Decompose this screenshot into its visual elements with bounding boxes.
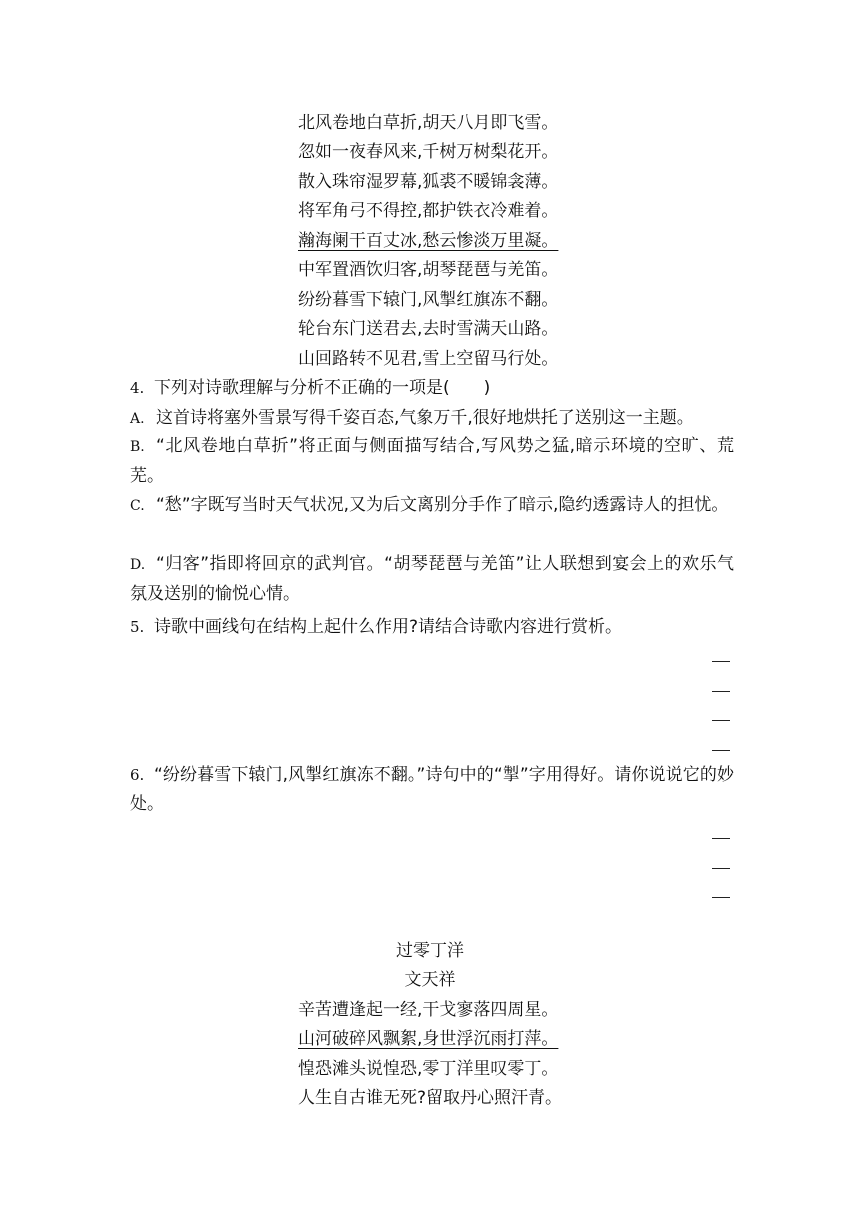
answer-line[interactable]	[712, 868, 730, 869]
poem-2-line: 惶恐滩头说惶恐,零丁洋里叹零丁。	[298, 1059, 559, 1079]
option-text: “归客”指即将回京的武判官。“胡琴琵琶与羌笛”让人联想到宴会上的欢乐气氛及送别的愉悦心情。	[130, 554, 734, 604]
answer-line[interactable]	[712, 720, 730, 721]
option-label: C.	[130, 498, 145, 514]
option-text: “愁”字既写当时天气状况,又为后文离别分手作了暗示,隐约透露诗人的担忧。	[156, 495, 729, 515]
option-d	[130, 550, 734, 609]
question-number: 4.	[130, 379, 145, 397]
answer-line[interactable]	[712, 897, 730, 898]
option-text: “北风卷地白草折”将正面与侧面描写结合,写风势之猛,暗示环境的空旷、荒芜。	[130, 436, 734, 486]
answer-line[interactable]	[712, 838, 730, 839]
question-number: 6.	[130, 766, 145, 784]
poem-1-underlined-line: 瀚海阑干百丈冰,愁云惨淡万里凝。	[298, 231, 559, 251]
answer-line[interactable]	[712, 750, 730, 751]
option-label: A.	[130, 411, 145, 427]
question-text: 下列对诗歌理解与分析不正确的一项是( )	[154, 378, 491, 398]
poem-1-line: 北风卷地白草折,胡天八月即飞雪。	[298, 113, 559, 133]
question-5	[130, 616, 622, 638]
question-text: 诗歌中画线句在结构上起什么作用?请结合诗歌内容进行赏析。	[154, 617, 623, 637]
poem-1-line: 纷纷暮雪下辕门,风掣红旗冻不翻。	[298, 290, 559, 310]
question-text: “纷纷暮雪下辕门,风掣红旗冻不翻。”诗句中的“掣”字用得好。请你说说它的妙处。	[130, 765, 734, 814]
option-c	[130, 491, 734, 521]
poem-1-line: 散入珠帘湿罗幕,狐裘不暖锦衾薄。	[298, 172, 559, 192]
poem-1-line: 轮台东门送君去,去时雪满天山路。	[298, 319, 559, 339]
option-label: B.	[130, 439, 145, 455]
poem-1-line: 将军角弓不得控,都护铁衣冷难着。	[298, 201, 559, 221]
answer-line[interactable]	[712, 661, 730, 662]
question-4	[130, 377, 490, 399]
poem-2-line: 辛苦遭逢起一经,干戈寥落四周星。	[298, 1000, 559, 1020]
option-b	[130, 432, 734, 491]
poem-2-underlined-line: 山河破碎风飘絮,身世浮沉雨打萍。	[298, 1029, 559, 1049]
poem-2-line: 人生自古谁无死?留取丹心照汗青。	[298, 1088, 563, 1108]
answer-line[interactable]	[712, 691, 730, 692]
option-label: D.	[130, 557, 146, 573]
poem-2-author: 文天祥	[404, 970, 456, 990]
poem-1-line: 忽如一夜春风来,千树万树梨花开。	[298, 142, 559, 162]
poem-1-line: 中军置酒饮归客,胡琴琵琶与羌笛。	[298, 260, 559, 280]
option-a	[130, 407, 694, 430]
question-6	[130, 761, 734, 819]
poem-1-line: 山回路转不见君,雪上空留马行处。	[298, 349, 559, 369]
poem-2-title: 过零丁洋	[396, 941, 464, 961]
option-text: 这首诗将塞外雪景写得千姿百态,气象万千,很好地烘托了送别这一主题。	[156, 408, 694, 428]
question-number: 5.	[130, 618, 145, 636]
